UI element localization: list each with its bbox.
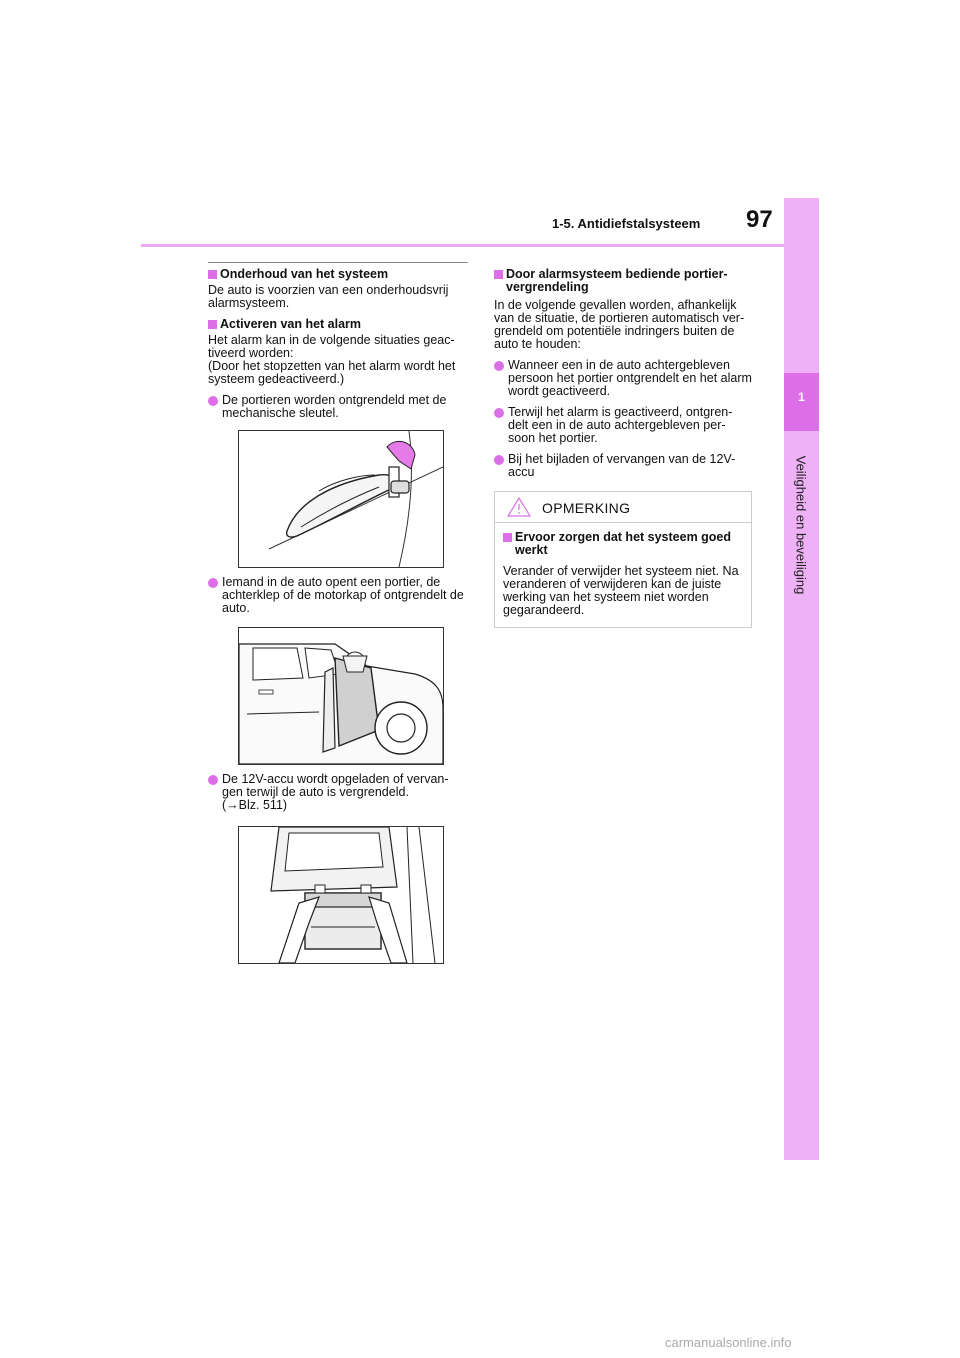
bullet-mechanical-key: De portieren worden ontgrendeld met de mechanische sleutel. [208,394,468,420]
notice-heading: Ervoor zorgen dat het systeem goed werkt [503,531,743,557]
chapter-label: Veiligheid en beveiliging [793,455,809,595]
figure-battery-replacement [238,826,444,964]
left-column [208,262,468,972]
bullet-battery-charged: De 12V-accu wordt opgeladen of vervan-gen terwijl de auto is vergrendeld. [208,773,468,799]
figure-car-door-open [238,627,444,765]
battery-illustration [239,827,443,963]
paragraph-maintenance: De auto is voorzien van een onderhoudsvrij alarmsysteem. [208,283,449,310]
chapter-number: 1 [798,390,805,404]
bullet-battery-replacing: Bij het bijladen of vervangen van de 12V-accu [494,453,752,479]
notice-text: Verander of verwijder het systeem niet. Na veranderen of verwijderen kan de juiste werking van het systeem niet worden gegarandeerd. [503,564,739,617]
notice-title: OPMERKING [542,500,631,516]
notice-header [495,492,751,523]
bullet-door-opened: Iemand in de auto opent een portier, de achterklep of de motorkap of ontgrendelt de auto. [208,576,468,615]
header-rule [141,244,784,247]
paragraph-activation: Het alarm kan in de volgende situaties geac-tiveerd worden: [208,333,455,360]
right-column [494,262,752,628]
notice-body [495,523,751,627]
notice-box [494,491,752,628]
chapter-side-tab[interactable] [784,198,819,1160]
bullet-alarm-active-unlock: Terwijl het alarm is geactiveerd, ontgren-delt een in de auto achtergebleven per-soon het portier. [494,406,752,445]
bullet-occupant-unlocks: Wanneer een in de auto achtergebleven persoon het portier ontgrendelt en het alarm wordt geactiveerd. [494,359,752,398]
heading-door-lock: Door alarmsysteem bediende portier-vergrendeling [494,268,752,294]
door-handle-illustration [239,431,443,567]
footer-watermark[interactable]: carmanualsonline.info [665,1335,792,1350]
car-door-illustration [239,628,443,764]
heading-maintenance: Onderhoud van het systeem [208,268,468,281]
page-reference[interactable]: (→Blz. 511) [222,798,288,812]
paragraph-activation-note: (Door het stopzetten van het alarm wordt het systeem gedeactiveerd.) [208,359,456,386]
paragraph-door-lock: In de volgende gevallen worden, afhankelijk van de situatie, de portieren automatisch ver-grendeld om potentiële indringers buiten de auto te houden: [494,298,745,351]
figure-door-handle-key [238,430,444,568]
heading-activation: Activeren van het alarm [208,318,468,331]
page-number: 97 [746,206,773,233]
section-title: 1-5. Antidiefstalsysteem [552,216,701,231]
warning-triangle-icon [507,497,531,522]
